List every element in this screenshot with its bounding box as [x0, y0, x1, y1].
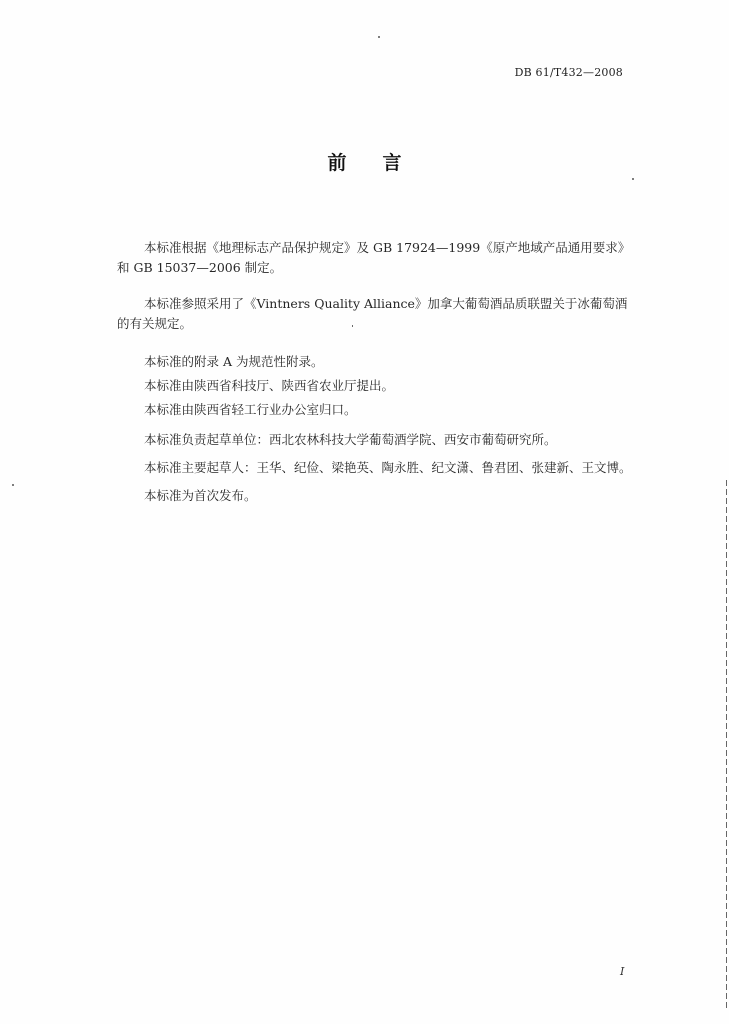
paragraph-drafters: 本标准主要起草人：王华、纪俭、梁艳英、陶永胜、纪文潇、鲁君团、张建新、王文博。	[144, 460, 632, 475]
title-char-1: 前	[327, 152, 347, 174]
paragraph-administrator: 本标准由陕西省轻工行业办公室归口。	[144, 402, 357, 417]
scan-edge-line	[726, 480, 727, 1010]
paragraph-first-release: 本标准为首次发布。	[144, 488, 257, 503]
paragraph-drafting-units: 本标准负责起草单位：西北农林科技大学葡萄酒学院、西安市葡萄研究所。	[144, 432, 557, 447]
page-number: I	[620, 965, 625, 978]
standard-code: DB 61/T432—2008	[514, 66, 623, 79]
section-title	[0, 148, 729, 175]
scan-speck	[378, 36, 380, 38]
paragraph-appendix: 本标准的附录 A 为规范性附录。	[144, 354, 324, 369]
scan-speck	[352, 325, 353, 327]
paragraph-reference: 本标准参照采用了《Vintners Quality Alliance》加拿大葡萄酒品质联盟关于冰葡萄酒的有关规定。	[117, 296, 628, 331]
title-char-2: 言	[382, 152, 402, 174]
paragraph-proposer: 本标准由陕西省科技厅、陕西省农业厅提出。	[144, 378, 395, 393]
paragraph-basis: 本标准根据《地理标志产品保护规定》及 GB 17924—1999《原产地域产品通用要求》和 GB 15037—2006 制定。	[117, 240, 631, 275]
scan-speck	[12, 484, 14, 486]
scan-speck	[632, 178, 634, 180]
